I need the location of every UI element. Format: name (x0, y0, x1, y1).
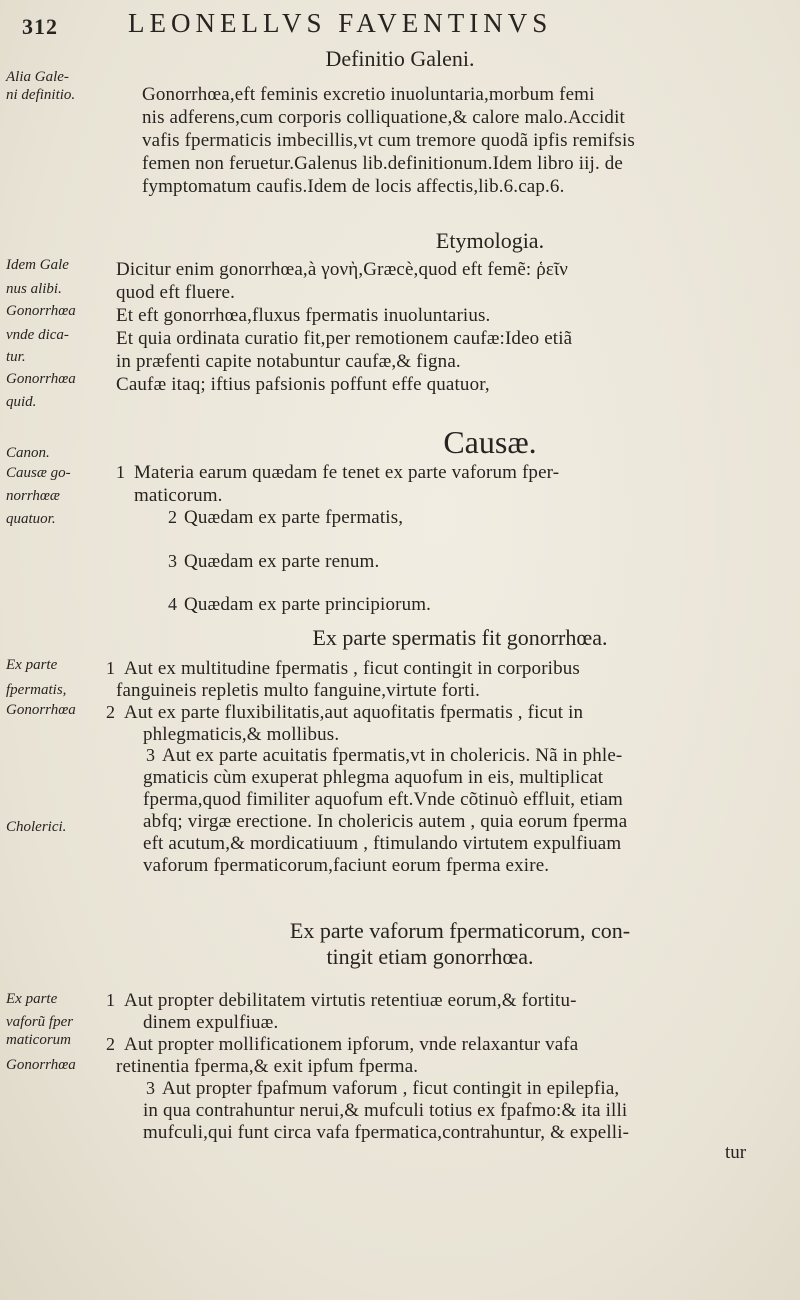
margin-note: Gonorrhœa (6, 371, 76, 387)
list-number: 3 (168, 551, 177, 571)
heading-ex-parte-spermatis: Ex parte spermatis fit gonorrhœa. (312, 625, 608, 650)
text-line: vafis fpermaticis imbecillis,vt cum tremore quodã ipfis remifsis (142, 130, 635, 151)
catchword: tur (725, 1142, 747, 1163)
margin-note: nus alibi. (6, 281, 62, 297)
text-line: vaforum fpermaticorum,faciunt eorum fperma exire. (143, 855, 550, 876)
text-line: Aut ex parte fluxibilitatis,aut aquofitatis fpermatis , ficut in (124, 702, 584, 723)
text-line: Caufæ itaq; iftius pafsionis poffunt effe quatuor, (116, 374, 490, 395)
running-title: LEONELLVS FAVENTINVS (128, 8, 553, 38)
heading-ex-parte-vasorum-cont: tingit etiam gonorrhœa. (326, 944, 534, 969)
text-line: Gonorrhœa,eft feminis excretio inuoluntaria,morbum femi (142, 84, 595, 105)
margin-note: Idem Gale (6, 257, 69, 273)
heading-causae: Causæ. (443, 424, 537, 460)
margin-note: Gonorrhœa (6, 303, 76, 319)
margin-note: tur. (6, 349, 26, 365)
text-line: fanguineis repletis multo fanguine,virtute forti. (116, 680, 481, 701)
text-line: fymptomatum caufis.Idem de locis affectis,lib.6.cap.6. (142, 176, 565, 197)
list-number: 3 (146, 1078, 155, 1098)
margin-note: Gonorrhœa (6, 1057, 76, 1073)
text-line: in præfenti capite notabuntur caufæ,& figna. (116, 351, 461, 372)
margin-note: maticorum (6, 1032, 71, 1048)
text-line: abfq; virgæ erectione. In cholericis autem , quia eorum fperma (143, 811, 628, 832)
text-line: Aut propter mollificationem ipforum, vnde relaxantur vafa (124, 1034, 579, 1055)
list-number: 1 (106, 658, 115, 678)
text-line: fperma,quod fimiliter aquofum eft.Vnde cõtinuò effluit, etiam (143, 789, 623, 810)
text-line: phlegmaticis,& mollibus. (143, 724, 340, 745)
text-line: femen non feruetur.Galenus lib.definitionum.Idem libro iij. de (142, 153, 624, 174)
list-number: 1 (106, 990, 115, 1010)
text-line: in qua contrahuntur nerui,& mufculi totius ex fpafmo:& ita illi (143, 1100, 628, 1121)
margin-note: quid. (6, 394, 37, 410)
margin-note: vnde dica- (6, 327, 69, 343)
text-line: maticorum. (134, 485, 223, 506)
heading-definitio: Definitio Galeni. (325, 46, 475, 71)
text-line: Aut propter fpafmum vaforum , ficut contingit in epilepfia, (162, 1078, 620, 1099)
list-number: 1 (116, 462, 125, 482)
margin-note: fpermatis, (6, 682, 67, 698)
text-line: retinentia fperma,& exit ipfum fperma. (116, 1056, 419, 1077)
text-line: quod eft fluere. (116, 282, 235, 303)
text-line: Aut propter debilitatem virtutis retentiuæ eorum,& fortitu- (124, 990, 577, 1011)
margin-note: Cholerici. (6, 819, 67, 835)
margin-note: quatuor. (6, 511, 56, 527)
text-line: Et eft gonorrhœa,fluxus fpermatis inuoluntarius. (116, 305, 491, 326)
list-number: 2 (106, 1034, 115, 1054)
text-line: Quædam ex parte fpermatis, (184, 507, 404, 528)
margin-note: Gonorrhœa (6, 702, 76, 718)
margin-note: Causæ go- (6, 465, 71, 481)
text-line: Quædam ex parte principiorum. (184, 594, 432, 615)
list-number: 4 (168, 594, 177, 614)
margin-note: Ex parte (6, 991, 58, 1007)
list-number: 3 (146, 745, 155, 765)
text-line: dinem expulfiuæ. (143, 1012, 279, 1033)
heading-etymologia: Etymologia. (435, 228, 545, 253)
text-line: Aut ex multitudine fpermatis , ficut contingit in corporibus (124, 658, 580, 679)
margin-note: ni definitio. (6, 87, 76, 103)
list-number: 2 (106, 702, 115, 722)
text-line: gmaticis cùm exuperat phlegma aquofum in eis, multiplicat (143, 767, 604, 788)
margin-note: norrhœæ (6, 488, 60, 504)
heading-ex-parte-vasorum: Ex parte vaforum fpermaticorum, con- (289, 918, 631, 943)
page-number: 312 (22, 14, 58, 39)
text-line: mufculi,qui funt circa vafa fpermatica,contrahuntur, & expelli- (143, 1122, 630, 1143)
text-line: Aut ex parte acuitatis fpermatis,vt in cholericis. Nã in phle- (162, 745, 623, 766)
margin-note: Canon. (6, 445, 50, 461)
text-line: Et quia ordinata curatio fit,per remotionem caufæ:Ideo etiã (116, 328, 573, 349)
margin-note: Alia Gale- (6, 69, 69, 85)
list-number: 2 (168, 507, 177, 527)
text-line: nis adferens,cum corporis colliquatione,& calore malo.Accidit (142, 107, 625, 128)
text-line: Materia earum quædam fe tenet ex parte vaforum fper- (134, 462, 560, 483)
text-line: eft acutum,& mordicatiuum , ftimulando virtutem expulfiuam (143, 833, 622, 854)
margin-note: vaforũ fper (6, 1014, 74, 1030)
text-line: Dicitur enim gonorrhœa,à γονὴ,Græcè,quod eft femẽ: ῥεῖν (116, 259, 569, 280)
margin-note: Ex parte (6, 657, 58, 673)
text-line: Quædam ex parte renum. (184, 551, 380, 572)
